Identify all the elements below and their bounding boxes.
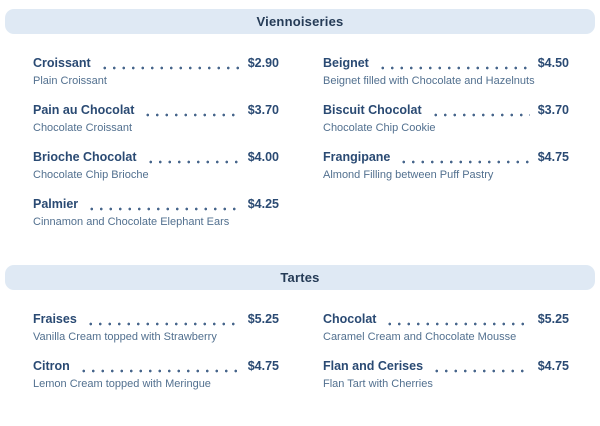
item-description: Plain Croissant [33,75,107,87]
menu-item [323,359,569,391]
item-row [33,103,279,118]
dotted-leader [378,58,530,70]
menu-item [323,150,569,182]
item-price: $4.75 [247,359,279,373]
item-row [323,150,569,165]
section-title: Tartes [280,270,320,285]
item-name: Citron [33,359,70,373]
item-price: $4.75 [537,150,569,164]
dotted-leader [79,361,240,373]
item-row [323,312,569,327]
item-description: Chocolate Chip Cookie [323,122,436,134]
item-name: Biscuit Chocolat [323,103,422,117]
item-row [33,197,279,212]
item-price: $4.25 [247,197,279,211]
item-price: $3.70 [247,103,279,117]
item-name: Brioche Chocolat [33,150,137,164]
menu-column-right [323,312,569,406]
menu-item [323,56,569,88]
item-description: Almond Filling between Puff Pastry [323,169,494,181]
dotted-leader [385,314,529,326]
item-description: Lemon Cream topped with Meringue [33,378,211,390]
item-name: Palmier [33,197,79,211]
item-row [33,359,279,374]
item-price: $5.25 [247,312,279,326]
menu-grid-viennoiseries [0,34,600,244]
item-name: Beignet [323,56,369,70]
item-description: Flan Tart with Cherries [323,378,433,390]
menu-column-left [33,312,279,406]
item-price: $4.00 [247,150,279,164]
item-row [33,56,279,71]
dotted-leader [431,105,530,117]
dotted-leader [146,152,240,164]
dotted-leader [87,199,240,211]
item-description: Caramel Cream and Chocolate Mousse [323,331,517,343]
item-row [323,359,569,374]
menu-item [33,56,279,88]
item-price: $4.75 [537,359,569,373]
menu-item [33,359,279,391]
item-price: $2.90 [247,56,279,70]
item-name: Croissant [33,56,91,70]
section-title: Viennoiseries [256,14,344,29]
menu-item [323,103,569,135]
menu-item [33,150,279,182]
item-name: Flan and Cerises [323,359,424,373]
item-row [33,312,279,327]
item-price: $3.70 [537,103,569,117]
item-price: $5.25 [537,312,569,326]
item-description: Cinnamon and Chocolate Elephant Ears [33,216,230,228]
menu-item [33,103,279,135]
item-name: Chocolat [323,312,377,326]
item-description: Chocolate Croissant [33,122,133,134]
item-description: Beignet filled with Chocolate and Hazelnuts [323,75,535,87]
item-name: Pain au Chocolat [33,103,135,117]
menu-item [323,312,569,344]
item-description: Vanilla Cream topped with Strawberry [33,331,217,343]
dotted-leader [399,152,529,164]
menu-column-right [323,56,569,244]
menu-column-left [33,56,279,244]
item-row [323,103,569,118]
item-description: Chocolate Chip Brioche [33,169,149,181]
item-name: Fraises [33,312,77,326]
item-row [323,56,569,71]
section-header-viennoiseries [5,9,595,34]
dotted-leader [86,314,240,326]
menu-item [33,197,279,229]
dotted-leader [143,105,239,117]
dotted-leader [432,361,530,373]
item-name: Frangipane [323,150,391,164]
menu-grid-tartes [0,290,600,406]
menu-item [33,312,279,344]
dotted-leader [100,58,240,70]
section-header-tartes [5,265,595,290]
item-price: $4.50 [537,56,569,70]
item-row [33,150,279,165]
